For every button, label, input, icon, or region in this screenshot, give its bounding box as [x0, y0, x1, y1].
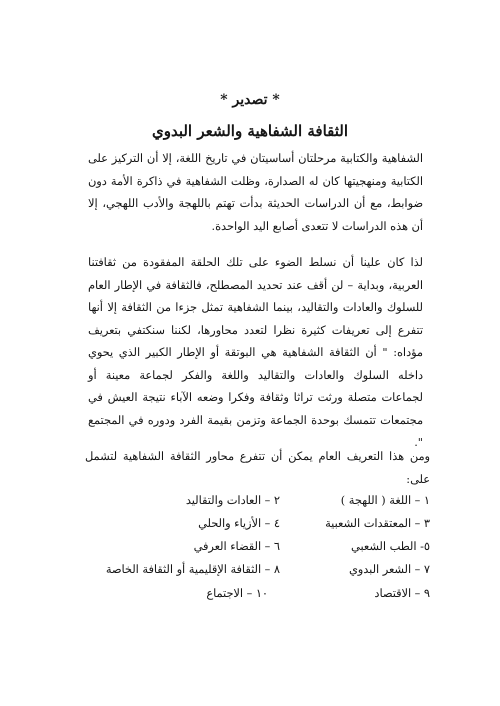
paragraph-3: ومن هذا التعريف العام يمكن أن تتفرع محاور الثقافة الشفاهية لتشمل على:: [85, 450, 430, 486]
paragraph-1: الشفاهية والكتابية مرحلتان أساسيتان في تاريخ اللغة، إلا أن التركيز على الكتابية ومنهجيتها كان له الصدارة، وظلت الشفاهية في ذاكرة الأمة دون ضوابط، مع أن الدراسات الحديثة بدأت تهتم باللهجة والأدب اللهجي، إلا أن هذه الدراسات لا تتعدى أصابع اليد الواحدة.: [88, 152, 423, 233]
list-item: ٤ – الأزياء والحلي: [198, 517, 280, 530]
list-row: [60, 494, 430, 516]
list-row: [60, 540, 430, 562]
paragraph-2: لذا كان علينا أن نسلط الضوء على تلك الحلقة المفقودة من ثقافتنا العربية، وبداية – لن أقف عند تحديد المصطلح، فالثقافة في الإطار العام للسلوك والعادات والتقاليد، بينما الشفاهية تمثل جزءا من الثقافة إلا أنها تتفرع إلى تعريفات كثيرة نظرا لتعدد محاورها، لكننا سنكتفي بتعريف مؤداه: " أن الثقافة الشفاهية هي البوتقة أو الإطار الكبير الذي يحوي داخله السلوك والعادات والتقاليد واللغة والفكر لجماعة معينة أو لجماعات متصلة ورثت تراثا وثقافة وفكرا وضعه الآباء نتيجة العيش في مجتمعات تتمسك بوحدة الجماعة وتزمن بقيمة الفرد ودوره في المجتمع ".: [88, 256, 423, 449]
list-item: ٧ – الشعر البدوي: [348, 563, 430, 576]
list-item: ١ – اللغة ( اللهجة ): [340, 494, 430, 507]
list-row: [60, 587, 430, 609]
list-item: ١٠ – الاجتماع: [206, 587, 268, 600]
list-row: [60, 563, 430, 585]
list-item: ٨ – الثقافة الإقليمية أو الثقافة الخاصة: [105, 563, 280, 576]
list-item: ٢ – العادات والتقاليد: [185, 494, 280, 507]
section-title: الثقافة الشفاهية والشعر البدوي: [151, 122, 349, 140]
page-title: * تصدير *: [220, 92, 280, 108]
list-item: ٥- الطب الشعبي: [351, 540, 430, 553]
list-item: ٩ – الاقتصاد: [374, 587, 430, 600]
list-item: ٦ – القضاء العرفي: [193, 540, 280, 553]
list-row: [60, 517, 430, 539]
list-item: ٣ – المعتقدات الشعبية: [325, 517, 430, 530]
